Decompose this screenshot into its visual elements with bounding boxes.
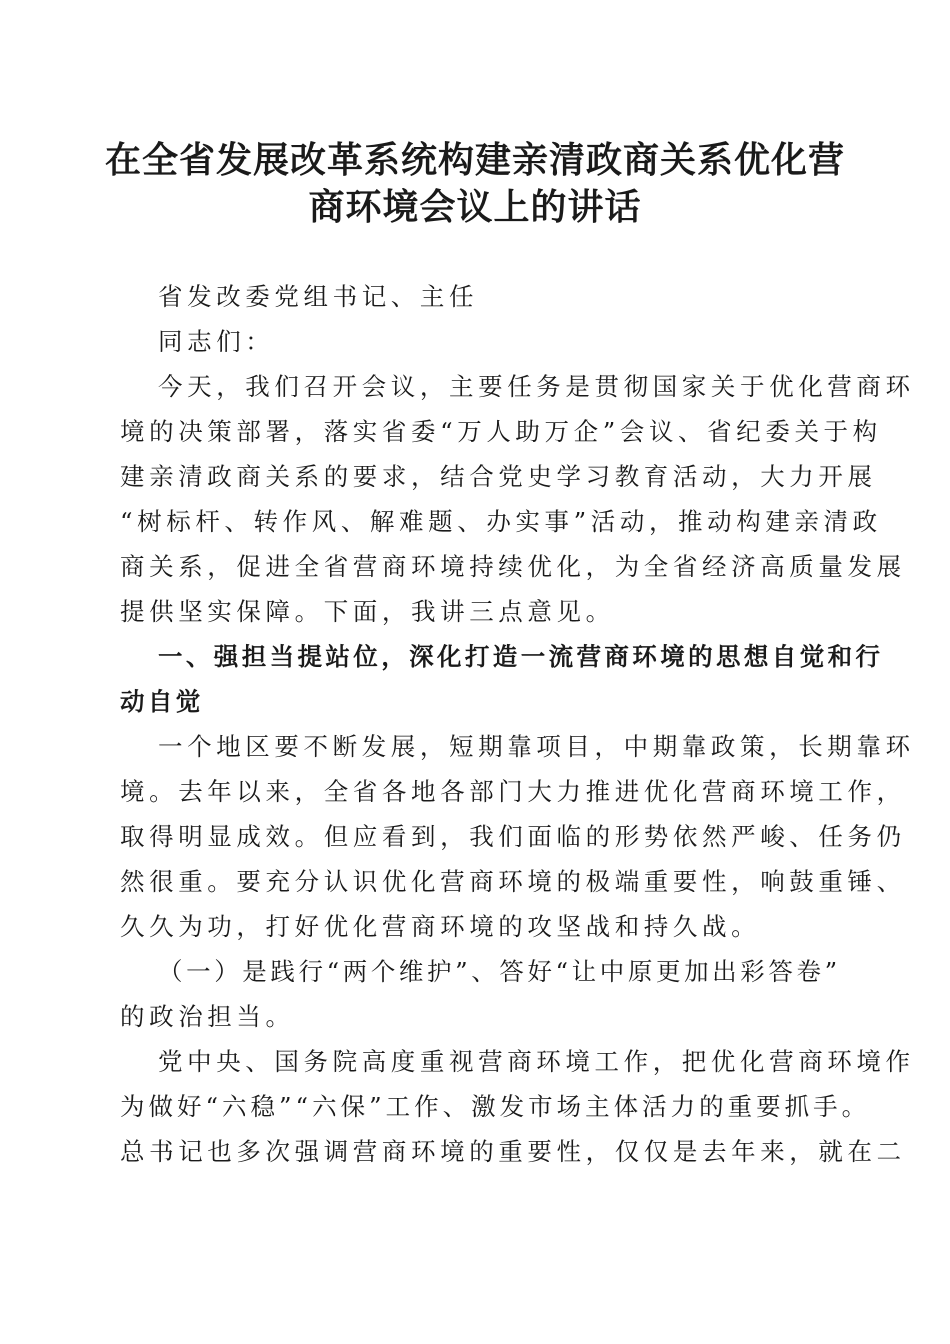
intro-paragraph-line: 建亲清政商关系的要求，结合党史学习教育活动，大力开展 [120,462,877,491]
subsection-1-heading-line: （一）是践行“两个维护”、答好“让中原更加出彩答卷” [158,957,841,986]
subsection-1-body-line: 总书记也多次强调营商环境的重要性，仅仅是去年来，就在二 [120,1137,906,1166]
document-title-line-2: 商环境会议上的讲话 [308,186,642,228]
document-title-line-1: 在全省发展改革系统构建亲清政商关系优化营 [104,139,845,181]
section-1-body-line: 然很重。要充分认识优化营商环境的极端重要性，响鼓重锤、 [120,867,906,896]
intro-paragraph-line: 境的决策部署，落实省委“万人助万企”会议、省纪委关于构 [120,417,882,446]
subsection-1-body-line: 为做好“六稳”“六保”工作、激发市场主体活力的重要抓手。 [120,1092,871,1121]
intro-paragraph-line: 今天，我们召开会议，主要任务是贯彻国家关于优化营商环 [158,372,915,401]
section-1-body-line: 境。去年以来，全省各地各部门大力推进优化营商环境工作， [120,777,906,806]
intro-paragraph-line: “树标杆、转作风、解难题、办实事”活动，推动构建亲清政 [120,507,882,536]
subsection-1-body-line: 党中央、国务院高度重视营商环境工作，把优化营商环境作 [158,1047,915,1076]
speaker-line: 省发改委党组书记、主任 [158,282,479,311]
salutation-line: 同志们： [158,327,275,356]
section-1-body-line: 一个地区要不断发展，短期靠项目，中期靠政策，长期靠环 [158,732,915,761]
section-1-body-line: 取得明显成效。但应看到，我们面临的形势依然严峻、任务仍 [120,822,906,851]
section-1-body-line: 久久为功，打好优化营商环境的攻坚战和持久战。 [120,912,761,941]
intro-paragraph-line: 商关系，促进全省营商环境持续优化，为全省经济高质量发展 [120,552,906,581]
section-1-heading-line: 一、强担当提站位，深化打造一流营商环境的思想自觉和行 [158,642,884,671]
subsection-1-heading-line: 的政治担当。 [120,1002,295,1031]
intro-paragraph-line: 提供坚实保障。下面，我讲三点意见。 [120,597,615,626]
section-1-heading-line: 动自觉 [120,687,204,716]
